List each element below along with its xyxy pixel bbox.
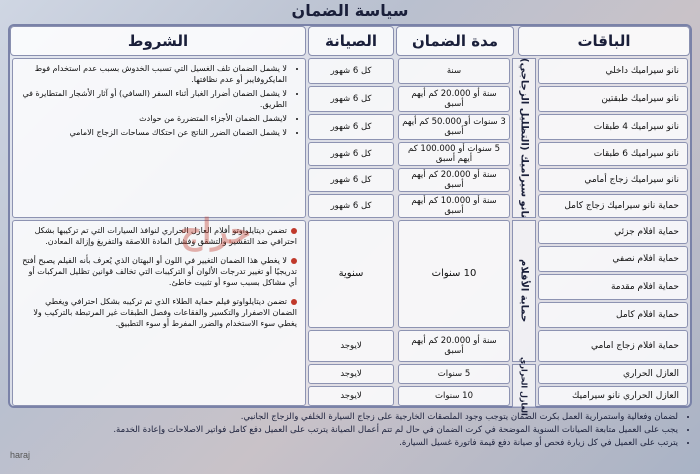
footer-notes (8, 411, 692, 471)
maintenance-row-3: كل 6 شهور (308, 114, 394, 140)
conditions-nano (12, 58, 306, 218)
condition-item: • لايشمل الضمان الأجزاء المتضررة من حوادث (19, 113, 287, 124)
note-item: • يجب على العميل متابعة الصيانات السنوية الموضحة في كرت الضمان في حال لم تتم أعمال الصيانة يترتب على العميل دفع كامل فواتير الاصلاحات وإعادة الخدمة. (8, 424, 678, 437)
duration-row-3: 3 سنوات أو 50.000 كم أيهم أسبق (398, 114, 510, 140)
duration-films-merged: 10 سنوات (398, 220, 510, 328)
duration-row-13: 10 سنوات (398, 386, 510, 406)
condition-item: لا يغطي هذا الضمان التغيير في اللون أو البهتان الذي يُعرف بأنه الفيلم يصبح أفتح تدريجيًا أو تغيير تدرجات الألوان أو التركيبات التي تخالف قوانين تظليل المركبات أو أي مشاكل بسبب سوء أو تثبيت خاطئ. (22, 256, 297, 287)
package-row-3: نانو سيراميك 4 طبقات (538, 114, 688, 140)
duration-row-12: 5 سنوات (398, 364, 510, 384)
package-row-2: نانو سيراميك طبقتين (538, 86, 688, 112)
condition-item: تضمن ديتايلواوتو فيلم حماية الطلاء الذي تم تركيبه بشكل احترافي ويغطي الضمان الاصفرار والتكسير والفقاعات وفصل الطبقات غير المرتبطة بالتركيب ولا يغطي سوء الاستخدام والضرر المفرط أو سوء التطبيق. (33, 297, 297, 328)
duration-row-4: 5 سنوات أو 100.000 كم أيهم أسبق (398, 142, 510, 166)
note-item: • يترتب على العميل في كل زيارة فحص أو صيانة دفع قيمة فاتورة غسيل السيارة. (8, 437, 678, 450)
condition-item: • لا يشمل الضمان تلف الغسيل التي تسبب الخدوش بسبب عدم استخدام فوط المايكروفايبر أو عدم نظافتها. (19, 63, 287, 85)
duration-row-6: سنة أو 10.000 كم أيهم أسبق (398, 194, 510, 218)
maintenance-row-13: لايوجد (308, 386, 394, 406)
maintenance-row-2: كل 6 شهور (308, 86, 394, 112)
maintenance-row-6: كل 6 شهور (308, 194, 394, 218)
package-row-5: نانو سيراميك زجاج أمامي (538, 168, 688, 192)
package-row-8: حماية افلام نصفي (538, 246, 688, 272)
bullet-icon (291, 228, 297, 234)
package-row-4: نانو سيراميك 6 طبقات (538, 142, 688, 166)
note-item: • لضمان وفعالية واستمرارية العمل بكرت الضمان يتوجب وجود الملصقات الخارجية على زجاج السيارة الخلفي والزجاج الجانبي. (8, 411, 678, 424)
package-row-9: حماية افلام مقدمة (538, 274, 688, 300)
package-row-12: العازل الحراري (538, 364, 688, 384)
bullet-icon (291, 258, 297, 264)
header-maintenance: الصيانة (308, 26, 394, 56)
group-thermal-insulation (512, 356, 536, 416)
group-film-protection (512, 220, 536, 362)
package-row-7: حماية افلام جزئي (538, 220, 688, 244)
maintenance-row-4: كل 6 شهور (308, 142, 394, 166)
watermark: حراج (180, 213, 252, 251)
group-nano-ceramic (512, 58, 536, 218)
header-packages: الباقات (518, 26, 690, 56)
duration-row-1: سنة (398, 58, 510, 84)
group-films-label: حماية الأفلام (518, 259, 530, 323)
package-row-10: حماية افلام كامل (538, 302, 688, 328)
package-row-13: العازل الحراري نانو سيراميك (538, 386, 688, 406)
maintenance-row-1: كل 6 شهور (308, 58, 394, 84)
conditions-films (12, 220, 306, 406)
duration-row-2: سنة أو 20.000 كم أيهم أسبق (398, 86, 510, 112)
maintenance-films-merged: سنوية (308, 220, 394, 328)
duration-row-11: سنة أو 20.000 كم أيهم أسبق (398, 330, 510, 362)
package-row-1: نانو سيراميك داخلي (538, 58, 688, 84)
condition-item: • لا يشمل الضمان أضرار الغبار أثناء السفر (السافي) أو آثار الأشجار المتطايرة في الطريق. (19, 88, 287, 110)
condition-item: • لا يشمل الضمان الضرر الناتج عن احتكاك مساحات الزجاج الامامي (19, 127, 287, 138)
bullet-icon (291, 299, 297, 305)
header-conditions: الشروط (10, 26, 306, 56)
maintenance-row-11: لايوجد (308, 330, 394, 362)
package-row-11: حماية افلام زجاج امامي (538, 330, 688, 362)
duration-row-5: سنة أو 20.000 كم أيهم أسبق (398, 168, 510, 192)
page-title: سياسة الضمان (291, 1, 409, 20)
maintenance-row-12: لايوجد (308, 364, 394, 384)
condition-item: تضمن ديتايلواوتو أفلام العازل الحراري لنوافذ السيارات التي تم تركيبها بشكل احترافي ضد التقشير والتشقق وفشل المادة اللاصقة والتفريغ وإزالة المعادن. (34, 226, 297, 246)
group-thermal-label: العازل الحراري (519, 356, 529, 416)
header-duration: مدة الضمان (396, 26, 514, 56)
group-nano-label: نانو سيراميك (التظليل الزجاجي) (518, 57, 530, 219)
package-row-6: حماية نانو سيراميك زجاج كامل (538, 194, 688, 218)
haraj-logo: haraj (10, 450, 31, 460)
maintenance-row-5: كل 6 شهور (308, 168, 394, 192)
conditions-nano-list (19, 63, 297, 138)
